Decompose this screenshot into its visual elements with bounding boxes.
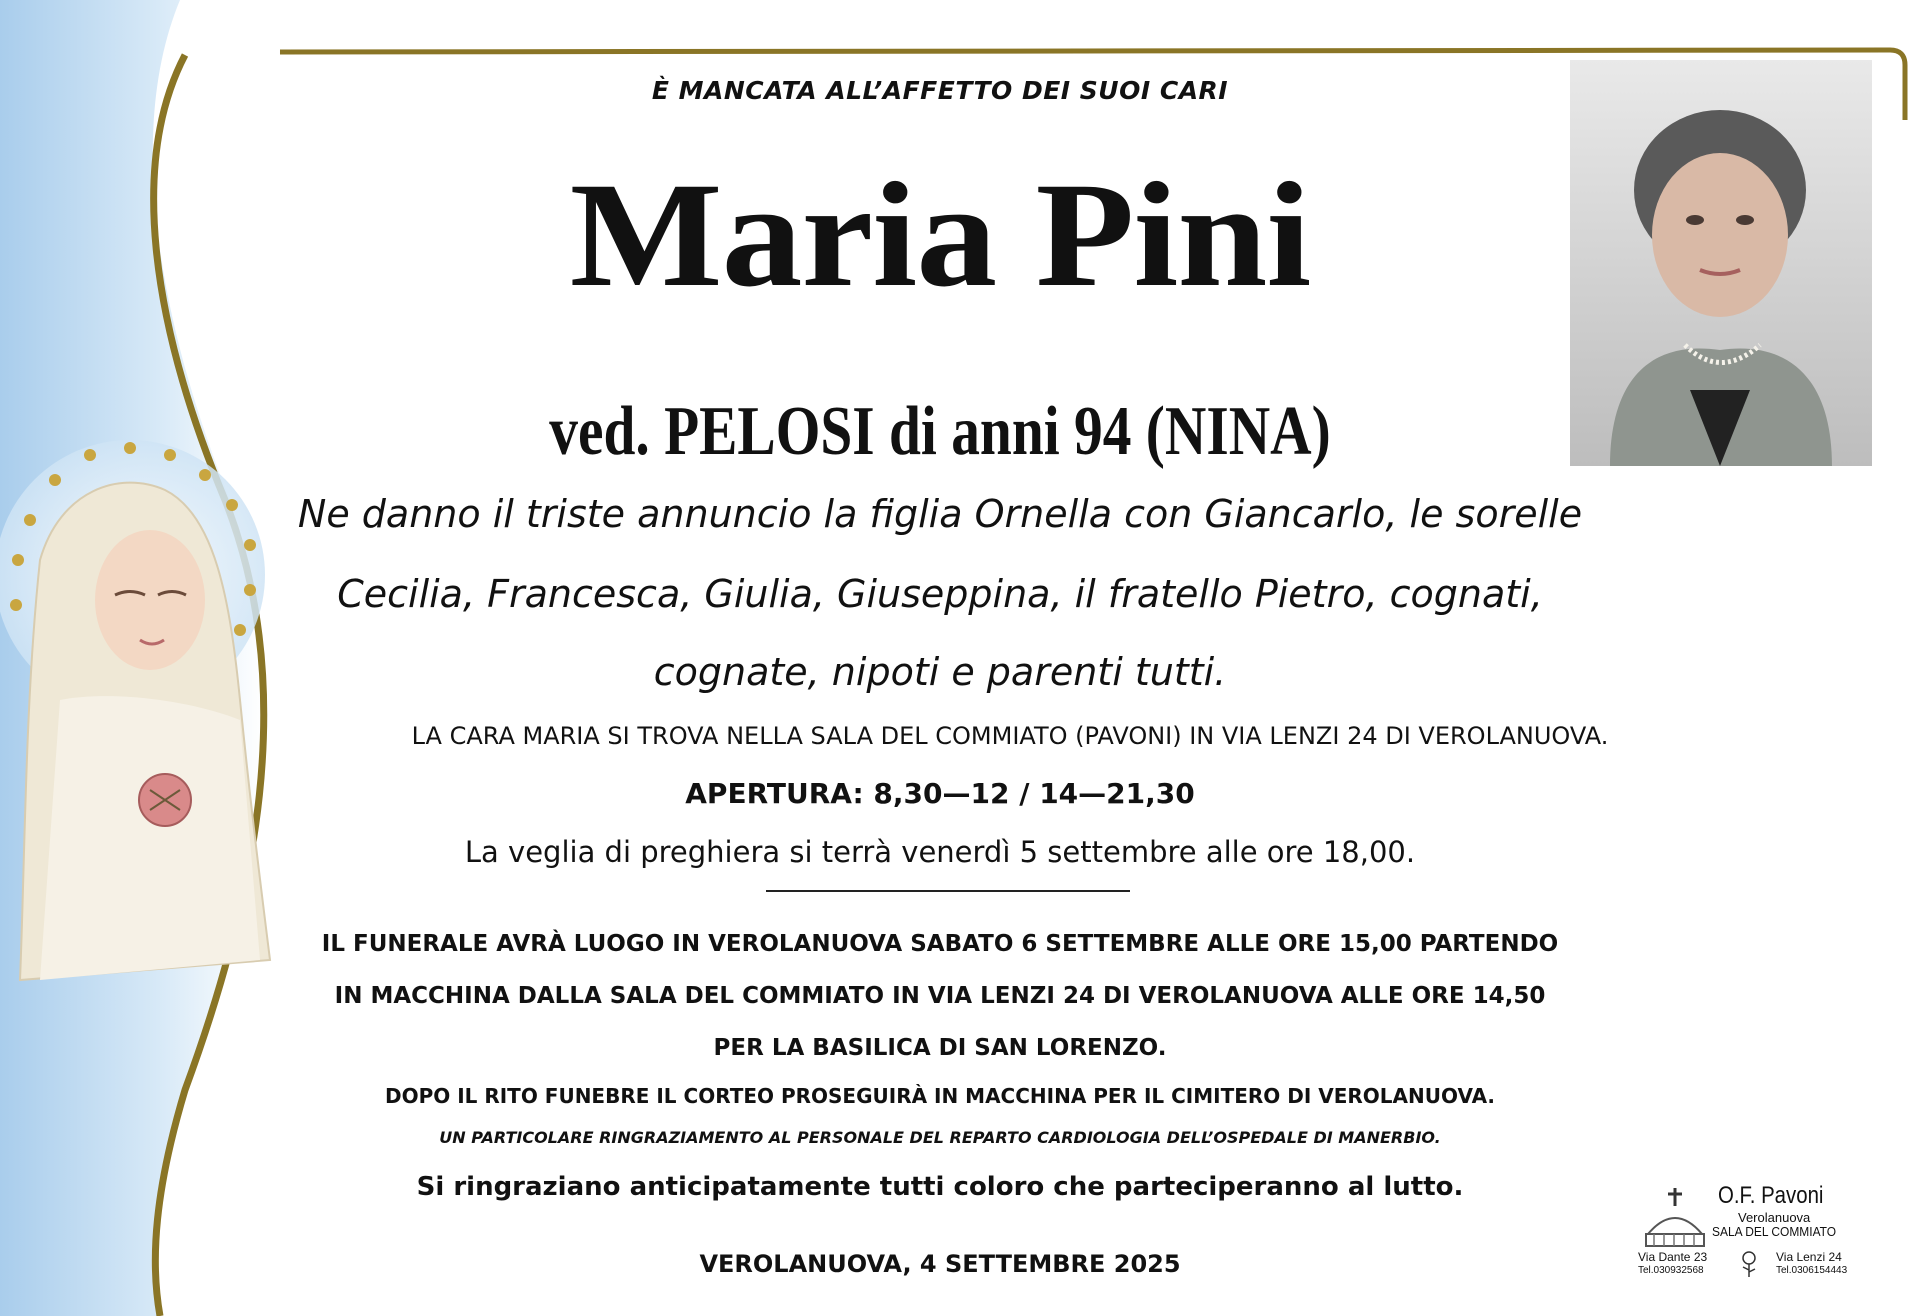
announcement-line: Cecilia, Francesca, Giulia, Giuseppina, il fratello Pietro, cognati, bbox=[337, 572, 1543, 616]
vigil-notice: La veglia di preghiera si terrà venerdì 5 settembre alle ore 18,00. bbox=[464, 835, 1416, 869]
funeral-line: IN MACCHINA DALLA SALA DEL COMMIATO IN VIA LENZI 24 DI VEROLANUOVA ALLE ORE 14,50 bbox=[334, 983, 1546, 1009]
deceased-name: Maria Pini bbox=[569, 152, 1311, 318]
phone-2: Tel.0306154443 bbox=[1776, 1265, 1848, 1276]
chapel-icon bbox=[1640, 1184, 1710, 1254]
deceased-subtitle: ved. PELOSI di anni 94 (NINA) bbox=[549, 393, 1331, 470]
funeral-line: PER LA BASILICA DI SAN LORENZO. bbox=[713, 1035, 1167, 1061]
portrait-photo bbox=[1570, 60, 1872, 466]
opening-hours: APERTURA: 8,30—12 / 14—21,30 bbox=[685, 777, 1195, 810]
funeral-home-hall: SALA DEL COMMIATO bbox=[1712, 1224, 1837, 1239]
funeral-home-city: Verolanuova bbox=[1738, 1210, 1811, 1225]
separator-line bbox=[766, 890, 1130, 892]
funeral-home-logo bbox=[1630, 1176, 1860, 1286]
address-1: Via Dante 23 bbox=[1638, 1250, 1708, 1264]
date-line: VEROLANUOVA, 4 SETTEMBRE 2025 bbox=[699, 1250, 1181, 1278]
funeral-line: IL FUNERALE AVRÀ LUOGO IN VEROLANUOVA SABATO 6 SETTEMBRE ALLE ORE 15,00 PARTENDO bbox=[321, 931, 1559, 957]
rose-icon bbox=[1734, 1248, 1764, 1278]
viewing-location: LA CARA MARIA SI TROVA NELLA SALA DEL COMMIATO (PAVONI) IN VIA LENZI 24 DI VEROLANUOVA. bbox=[411, 722, 1609, 750]
special-thanks: UN PARTICOLARE RINGRAZIAMENTO AL PERSONALE DEL REPARTO CARDIOLOGIA DELL’OSPEDALE DI MANERBIO. bbox=[439, 1128, 1441, 1147]
announcement-line: cognate, nipoti e parenti tutti. bbox=[653, 650, 1227, 694]
funeral-home-name: O.F. Pavoni bbox=[1718, 1182, 1824, 1209]
procession-notice: DOPO IL RITO FUNEBRE IL CORTEO PROSEGUIRÀ IN MACCHINA PER IL CIMITERO DI VEROLANUOVA. bbox=[384, 1084, 1496, 1108]
address-2: Via Lenzi 24 bbox=[1776, 1250, 1842, 1264]
announcement-line: Ne danno il triste annuncio la figlia Ornella con Giancarlo, le sorelle bbox=[297, 492, 1583, 536]
phone-1: Tel.030932568 bbox=[1638, 1265, 1704, 1276]
kicker-text: È MANCATA ALL’AFFETTO DEI SUOI CARI bbox=[651, 76, 1229, 105]
thanks-notice: Si ringraziano anticipatamente tutti coloro che parteciperanno al lutto. bbox=[416, 1172, 1464, 1202]
